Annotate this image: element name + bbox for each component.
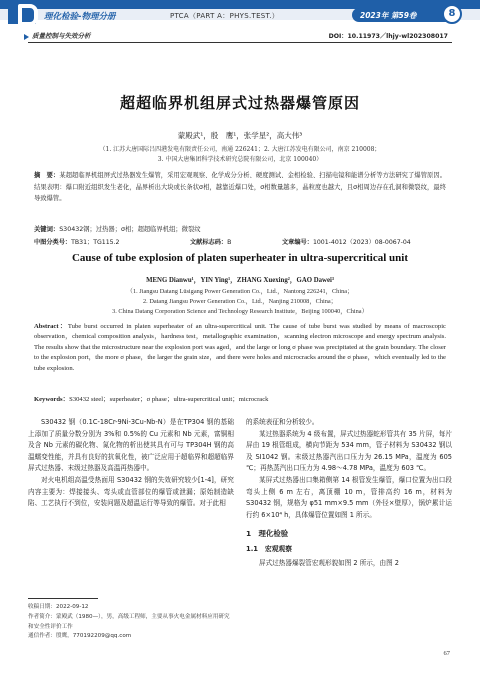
page-number: 67	[443, 650, 450, 657]
cn-affiliation-1: （1. 江苏大唐国际吕四港发电有限责任公司，南通 226241；2. 大唐江苏发电有限公司，南京 210008；	[99, 146, 381, 153]
en-keywords-label: Keywords：	[34, 396, 70, 403]
article-category: 质量控制与失效分析	[32, 32, 91, 40]
journal-name: PTCA（PART A：PHYS.TEST.）	[170, 12, 280, 20]
body-paragraph: 屏式过热器爆裂管宏观形貌如图 2 所示，由图 2	[259, 558, 399, 567]
en-title: Cause of tube explosion of platen superheater in ultra-supercritical unit	[71, 252, 408, 264]
footnote-author-info: 作者简介：蒙殿武（1980—），男，高级工程师，主要从事火电金属材料应用研究和安全性评价工作	[28, 614, 230, 630]
section-logo-text: 理化检验-物理分册	[44, 12, 116, 22]
en-affiliation-2: 2. Datang Jiangsu Power Generation Co.，Ltd.，Nanjing 210008，China；	[143, 298, 337, 305]
en-abstract-text: Tube burst occurred in platen superheater of an ultra-supercritical unit. The cause of tube burst was studied by means of macroscopic observation，chemical composition analysis，hardness test，metallographic examination，scanning electron microscope and energy spectrum analysis. The results show that the microstructure near the explosion port was aged，and the large or long σ phase was precipitated at the grain boundary. The closer to the explosion port，the more σ phase，the larger the grain size，and there were holes and microcracks around the σ phase，which eventually led to the tube explosion.	[34, 323, 446, 372]
article-number	[282, 237, 411, 246]
doc-code-value: B	[227, 239, 232, 246]
subsection-heading: 1.1 宏观观察	[246, 544, 293, 553]
logo-p-glyph	[18, 4, 38, 26]
cn-title: 超超临界机组屏式过热器爆管原因	[119, 94, 360, 112]
clc-value: TB31；TG115.2	[71, 239, 120, 246]
footnote-rule	[28, 598, 98, 599]
en-keywords	[34, 393, 446, 403]
cn-abstract	[34, 170, 446, 205]
footnote-received: 收稿日期：2022-09-12	[28, 604, 89, 610]
en-affiliation-3: 3. China Datang Corporation Science and Technology Research Institute，Beijing 100040，China）	[112, 308, 368, 315]
clc-number	[34, 237, 120, 246]
en-abstract-label: Abstract：	[34, 323, 68, 330]
body-left-column	[28, 417, 234, 510]
doc-code-label: 文献标志码：	[190, 239, 228, 246]
cn-abstract-label: 摘 要：	[34, 172, 60, 179]
cn-keywords-label: 关键词：	[34, 226, 60, 233]
en-affiliation-1: （1. Jiangsu Datang Lüsigang Power Generation Co.，Ltd.，Nantong 226241，China；	[126, 288, 354, 295]
cn-authors: 蒙殿武¹，殷 鹰¹，张学星²，高大伟³	[177, 131, 303, 140]
doc-code	[190, 237, 231, 246]
cn-affiliation-2: 3. 中国大唐集团科学技术研究总院有限公司，北京 100040）	[157, 156, 323, 163]
en-keywords-text: S30432 steel；superheater；σ phase；ultra-supercritical unit；microcrack	[69, 396, 269, 403]
category-arrow-icon	[24, 34, 29, 40]
body-paragraph: 对火电机组高温受热面用 S30432 钢的失效研究较少[1-4]，研究内容主要为：焊接接头、弯头或直管部位的爆管或泄漏；原始制造缺陷、工艺执行不到位，安装问题及超温运行等导致的爆管。对于此相	[28, 475, 234, 508]
issue-number-badge: 8	[442, 4, 462, 24]
doi: DOI：10.11973／lhjy-wl202308017	[328, 33, 448, 40]
clc-label: 中图分类号：	[34, 239, 72, 246]
issue-label: 2023年 第59卷	[360, 11, 417, 20]
body-paragraph: 某屏式过热器出口集箱侧第 14 根管发生爆管，爆口位置为出口段弯头上侧 6 m 左右，离顶棚 10 m，管排高约 16 m，材料为 S30432 钢，规格为 φ51 mm×9.5 mm（外径×壁厚），锅炉累计运行约 6×10⁴ h，具体爆管位置如图 1 所示。	[246, 475, 452, 519]
body-right-column	[246, 417, 452, 569]
cn-abstract-text: 某超超临界机组屏式过热器发生爆管，采用宏观观察、化学成分分析、硬度测试、金相检验、扫描电镜和能谱分析等方法研究了爆管原因。结果表明：爆口附近组织发生老化，晶界析出大块或长条状σ相，越靠近爆口处，σ相数量越多，晶粒度也越大，且σ相周边存在孔洞和微裂纹，最终导致爆管。	[34, 172, 447, 202]
section-heading: 1 理化检验	[246, 529, 289, 539]
body-paragraph: S30432 钢（0.1C-18Cr-9Ni-3Cu-Nb-N）是在TP304 钢的基础上添加了质量分数分别为 3%和 0.5%的 Cu 元素和 Nb 元素，富铜相及含 Nb 元素的碳化物、氮化物的析出使其具有可与 TP304H 钢的高温蠕变性能，并具有良好的抗氧化性，被广泛应用于超临界和超超临界屏式过热器、末级过热器及高温再热器中。	[28, 418, 234, 473]
body-paragraph: 的系统表征和分析较少。	[246, 418, 319, 426]
article-no-label: 文章编号：	[282, 239, 313, 246]
en-authors: MENG Dianwu¹，YIN Ying¹，ZHANG Xuexing²，GAO Dawei³	[146, 277, 334, 284]
cn-keywords	[34, 224, 446, 233]
header-rule	[28, 42, 452, 43]
cn-keywords-text: S30432钢；过热器；σ相；超超临界机组；微裂纹	[59, 226, 201, 233]
body-paragraph: 某过热器系统为 4 级布置，屏式过热器蛇形管共有 35 片屏，每片屏由 19 根管组成，横向节距为 534 mm，管子材料为 S30432 钢以及 SI1042 钢。末级过热器汽出口压力为 26.15 MPa，温度为 605 ℃；再热蒸汽出口压力为 4.98～4.78 MPa，温度为 603 ℃。	[246, 429, 452, 473]
footnote-contact: 通信作者：殷鹰，770192209@qq.com	[28, 633, 132, 639]
en-abstract	[34, 322, 446, 374]
article-no-value: 1001-4012（2023）08-0067-04	[312, 239, 411, 246]
